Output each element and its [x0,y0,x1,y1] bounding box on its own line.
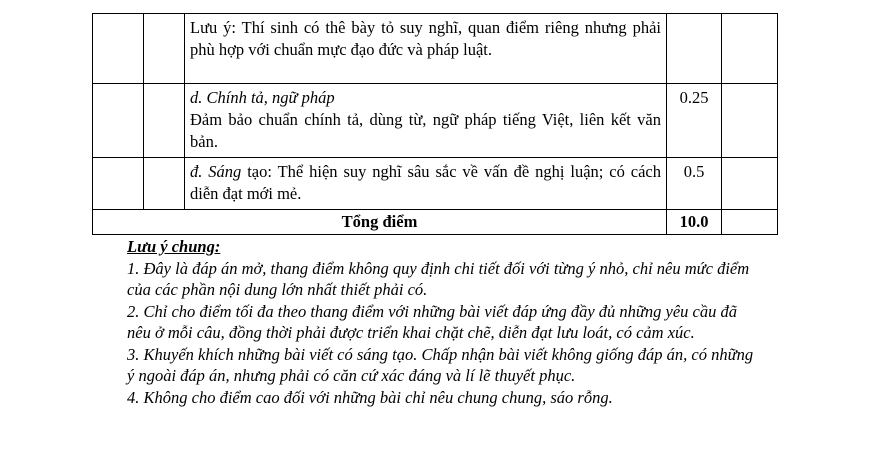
total-label: Tổng điểm [93,210,667,235]
note-item: 1. Đây là đáp án mở, thang điểm không quy định chi tiết đối với từng ý nhỏ, chỉ nêu mức điểm của các phần nội dung lớn nhất thiết phải có. [127,258,750,299]
score-cell: 0.5 [667,158,722,210]
content-cell [185,158,667,210]
criterion-heading: d. Chính tả, ngữ pháp [190,88,335,107]
criterion-body: Đảm bảo chuẩn chính tả, dùng từ, ngữ pháp tiếng Việt, liên kết văn bản. [190,110,661,151]
criterion-body: tạo: Thể hiện suy nghĩ sâu sắc về vấn đề nghị luận; có cách diễn đạt mới mẻ. [190,162,661,203]
criterion-heading: đ. Sáng [190,162,242,181]
sub-question-cell [144,84,185,158]
sub-question-cell [144,14,185,84]
notes-title: Lưu ý chung: [127,237,221,256]
question-cell [93,14,144,84]
content-cell [185,84,667,158]
table-row [93,14,778,84]
note-text: Lưu ý: Thí sinh có thê bày tỏ suy nghĩ, quan điểm riêng nhưng phải phù hợp với chuẩn mực đạo đức và pháp luật. [190,18,661,59]
note-item: 3. Khuyến khích những bài viết có sáng tạo. Chấp nhận bài viết không giống đáp án, có những ý ngoài đáp án, nhưng phải có căn cứ xác đáng và lí lẽ thuyết phục. [127,344,754,385]
remark-cell [722,210,778,235]
content-cell [185,14,667,84]
grading-table [92,13,778,235]
remark-cell [722,14,778,84]
note-item: 2. Chỉ cho điểm tối đa theo thang điểm với những bài viết đáp ứng đầy đủ những yêu cầu đã nêu ở mỗi câu, đồng thời phải được triển khai chặt chẽ, diễn đạt lưu loát, có cảm xúc. [127,301,738,342]
score-cell: 0.25 [667,84,722,158]
general-notes [127,236,757,408]
score-cell [667,14,722,84]
question-cell [93,158,144,210]
total-score: 10.0 [667,210,722,235]
remark-cell [722,84,778,158]
table-row [93,158,778,210]
remark-cell [722,158,778,210]
question-cell [93,84,144,158]
note-item: 4. Không cho điểm cao đối với những bài chỉ nêu chung chung, sáo rỗng. [127,387,613,407]
sub-question-cell [144,158,185,210]
table-row [93,84,778,158]
total-row [93,210,778,235]
